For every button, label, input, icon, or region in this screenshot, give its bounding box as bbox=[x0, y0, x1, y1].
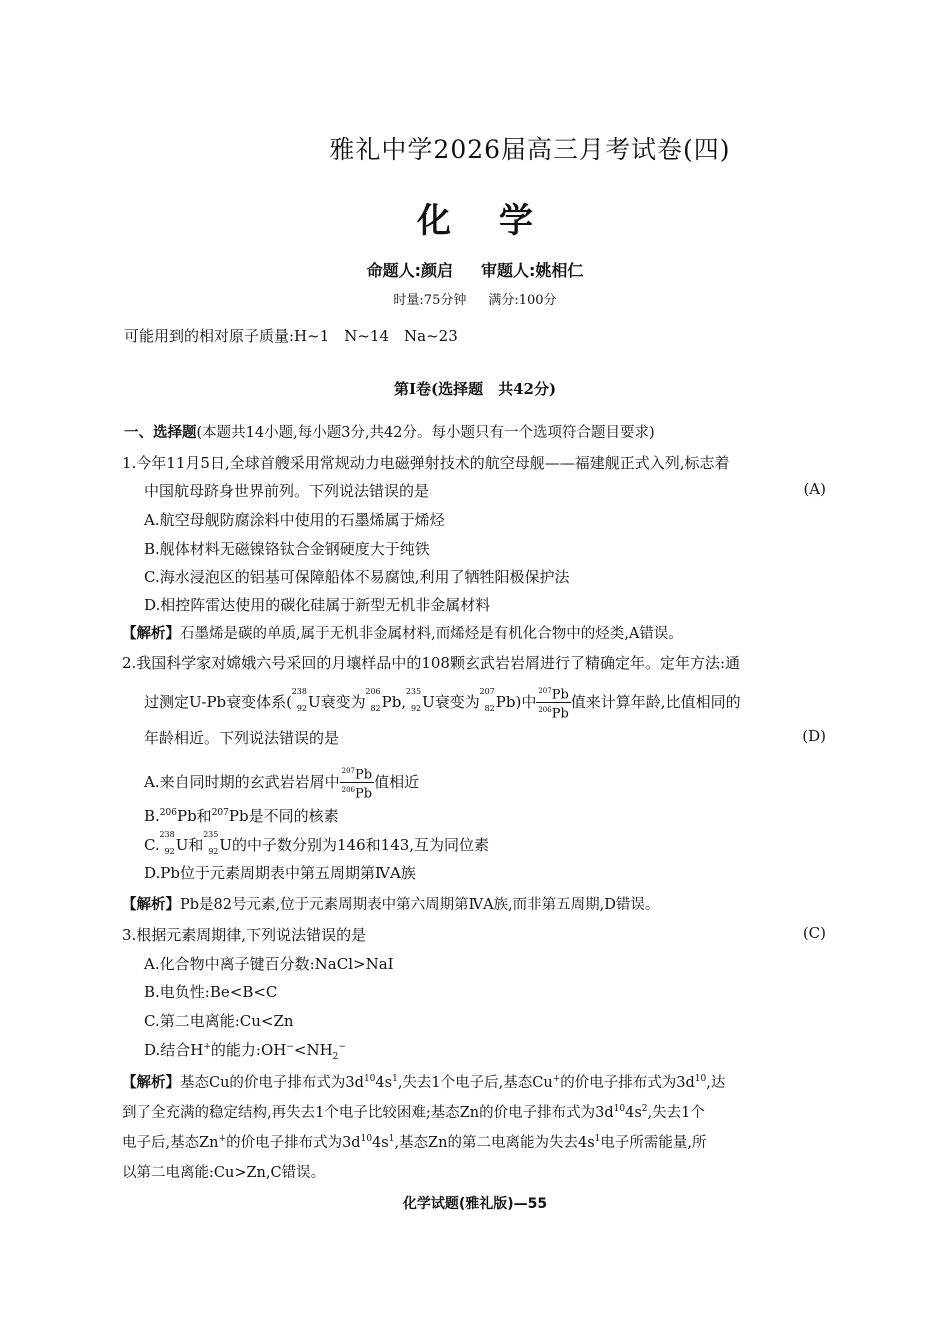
q3-analysis-text: ,基态Zn的第二电离能为失去4s bbox=[394, 1135, 595, 1151]
page-footer: 化学试题(雅礼版)—55 bbox=[402, 1196, 548, 1212]
element-symbol: Pb bbox=[354, 786, 373, 802]
q2-option-a-text: 值相近 bbox=[374, 772, 420, 791]
superscript: 2 bbox=[641, 1104, 648, 1115]
q2-option-c-text: C. bbox=[144, 836, 160, 854]
charge-sup: + bbox=[203, 1042, 211, 1052]
subscript: 2 bbox=[332, 1052, 339, 1062]
q3-analysis-text: 的价电子排布式为3d bbox=[560, 1075, 695, 1091]
q3-analysis-text: 4s bbox=[372, 1135, 389, 1151]
q2-answer: (D) bbox=[802, 727, 826, 745]
q3-analysis-text: ,失去1个 bbox=[647, 1105, 705, 1121]
q3-analysis-line-1 bbox=[122, 1071, 824, 1092]
q3-analysis-text: ,失去1个电子后,基态Cu bbox=[397, 1075, 553, 1091]
q2-stem-line-1: 2.我国科学家对嫦娥六号采回的月壤样品中的108颗玄武岩岩屑进行了精确定年。定年方法:通 bbox=[122, 654, 740, 672]
q2-option-b-text: Pb和 bbox=[176, 807, 212, 825]
q3-analysis-text: ,达 bbox=[706, 1075, 726, 1091]
q3-analysis-text: 电子后,基态Zn bbox=[122, 1135, 219, 1151]
mass-number: 207 bbox=[538, 687, 552, 695]
superscript: 10 bbox=[613, 1104, 626, 1115]
analysis-label: 【解析】 bbox=[122, 1075, 180, 1091]
atomic-mass-note: 可能用到的相对原子质量:H~1 N~14 Na~23 bbox=[124, 327, 458, 345]
q3-analysis-text: 到了全充满的稳定结构,再失去1个电子比较困难;基态Zn的价电子排布式为3d bbox=[122, 1105, 614, 1121]
pb-ratio-fraction bbox=[536, 684, 570, 722]
u238-nuclide bbox=[159, 830, 176, 856]
instructions-lead: 一、选择题 bbox=[124, 424, 197, 441]
q2-text: U衰变为 bbox=[308, 692, 366, 711]
q3-analysis-text: 的价电子排布式为3d bbox=[226, 1135, 361, 1151]
q3-option-d bbox=[144, 1039, 846, 1062]
q3-option-a: A.化合物中离子键百分数:NaCl>NaI bbox=[144, 955, 394, 973]
element-symbol: Pb bbox=[551, 687, 569, 703]
q2-text: Pb)中 bbox=[495, 692, 537, 711]
superscript: + bbox=[218, 1134, 227, 1145]
q1-answer: (A) bbox=[803, 480, 826, 498]
q2-option-b-text: Pb是不同的核素 bbox=[228, 807, 339, 825]
exam-time: 时量:75分钟 bbox=[393, 293, 467, 308]
q3-analysis-line-4: 以第二电离能:Cu>Zn,C错误。 bbox=[122, 1165, 326, 1181]
q2-text: U衰变为 bbox=[422, 692, 480, 711]
q1-option-b: B.舰体材料无磁镍铬钛合金钢硬度大于纯铁 bbox=[144, 540, 430, 558]
instructions-text: (本题共14小题,每小题3分,共42分。每小题只有一个选项符合题目要求) bbox=[196, 425, 655, 441]
atomic-number: 92 bbox=[410, 703, 422, 713]
subject-heading: 化学 bbox=[417, 201, 581, 241]
q3-analysis-line-2 bbox=[122, 1101, 824, 1122]
superscript: 10 bbox=[363, 1074, 376, 1085]
mass-number: 235 bbox=[203, 830, 219, 839]
q2-text: 值来计算年龄,比值相同的 bbox=[570, 692, 741, 711]
section-heading: 第Ⅰ卷(选择题 共42分) bbox=[393, 380, 557, 398]
q1-analysis-text: 石墨烯是碳的单质,属于无机非金属材料,而烯烃是有机化合物中的烃类,A错误。 bbox=[180, 626, 683, 642]
q2-analysis bbox=[122, 893, 824, 914]
mass-number: 238 bbox=[291, 686, 307, 696]
u238-nuclide bbox=[291, 686, 308, 713]
mass-number: 235 bbox=[405, 686, 422, 696]
charge-sup: − bbox=[338, 1042, 346, 1052]
mass-number: 207 bbox=[479, 686, 495, 696]
q2-text: 过测定U-Pb衰变体系( bbox=[144, 692, 292, 711]
q3-option-d-text: <NH bbox=[293, 1041, 333, 1059]
mass-number: 207 bbox=[341, 767, 355, 775]
q3-stem: 3.根据元素周期律,下列说法错误的是 bbox=[122, 926, 367, 944]
q3-analysis-text: 基态Cu的价电子排布式为3d bbox=[180, 1075, 364, 1091]
mass-number: 238 bbox=[159, 830, 175, 839]
superscript: 10 bbox=[694, 1074, 707, 1085]
q2-stem-line-3: 年龄相近。下列说法错误的是 bbox=[144, 729, 340, 747]
atomic-number: 92 bbox=[296, 703, 307, 713]
q3-option-c: C.第二电离能:Cu<Zn bbox=[144, 1012, 294, 1030]
atomic-number: 92 bbox=[208, 847, 219, 856]
analysis-label: 【解析】 bbox=[122, 626, 180, 642]
superscript: + bbox=[552, 1074, 561, 1085]
q2-option-c-text: U的中子数分别为146和143,互为同位素 bbox=[219, 836, 490, 854]
q2-option-c bbox=[144, 830, 846, 856]
q2-analysis-text: Pb是82号元素,位于元素周期表中第六周期第ⅣA族,而非第五周期,D错误。 bbox=[180, 897, 660, 913]
mass-number: 206 bbox=[341, 786, 355, 795]
element-symbol: Pb bbox=[354, 767, 373, 783]
u235-nuclide bbox=[203, 830, 219, 856]
q2-option-b bbox=[144, 805, 846, 826]
q1-stem-line-2: 中国航母跻身世界前列。下列说法错误的是 bbox=[144, 482, 430, 500]
pb-ratio-fraction bbox=[340, 764, 374, 802]
element-symbol: Pb bbox=[551, 706, 569, 722]
q1-option-d: D.相控阵雷达使用的碳化硅属于新型无机非金属材料 bbox=[144, 596, 491, 614]
q3-analysis-text: 4s bbox=[625, 1105, 642, 1121]
q3-analysis-text: 4s bbox=[375, 1075, 393, 1091]
pb206-nuclide bbox=[365, 686, 382, 713]
q2-stem-line-2 bbox=[144, 684, 846, 722]
exam-title: 雅礼中学2026届高三月考试卷(四) bbox=[329, 135, 731, 164]
atomic-number: 82 bbox=[484, 703, 495, 713]
instructions bbox=[124, 421, 826, 442]
q2-option-a-text: A.来自同时期的玄武岩岩屑中 bbox=[144, 772, 340, 791]
superscript: 1 bbox=[392, 1074, 398, 1085]
q1-option-a: A.航空母舰防腐涂料中使用的石墨烯属于烯烃 bbox=[144, 511, 445, 529]
mass-number: 206 bbox=[159, 808, 177, 818]
question-author: 命题人:颜启 bbox=[366, 261, 453, 280]
question-reviewer: 审题人:姚相仁 bbox=[481, 261, 584, 280]
q2-option-d: D.Pb位于元素周期表中第五周期第ⅣA族 bbox=[144, 864, 416, 882]
q3-analysis-line-3 bbox=[122, 1131, 824, 1152]
q3-option-d-text: 的能力:OH bbox=[210, 1041, 287, 1059]
q2-option-c-text: U和 bbox=[175, 836, 204, 854]
atomic-number: 92 bbox=[164, 847, 175, 856]
mass-number: 206 bbox=[365, 686, 381, 696]
charge-sup: − bbox=[286, 1042, 294, 1052]
author-line bbox=[0, 258, 950, 281]
q3-option-b: B.电负性:Be<B<C bbox=[144, 983, 278, 1001]
analysis-label: 【解析】 bbox=[122, 897, 180, 913]
superscript: 1 bbox=[388, 1134, 395, 1145]
exam-score: 满分:100分 bbox=[488, 293, 557, 308]
q1-option-c: C.海水浸泡区的铝基可保障船体不易腐蚀,利用了牺牲阳极保护法 bbox=[144, 568, 570, 586]
q1-stem-line-1: 1.今年11月5日,全球首艘采用常规动力电磁弹射技术的航空母舰——福建舰正式入列,标志着 bbox=[122, 454, 730, 472]
q3-analysis-text: 电子所需能量,所 bbox=[600, 1135, 707, 1151]
q1-analysis bbox=[122, 622, 824, 643]
q3-answer: (C) bbox=[802, 924, 826, 942]
pb207-nuclide bbox=[479, 686, 496, 713]
q2-option-a bbox=[144, 764, 846, 802]
mass-number: 206 bbox=[538, 706, 552, 715]
superscript: 10 bbox=[360, 1134, 373, 1145]
u235-nuclide bbox=[405, 686, 422, 713]
time-score-line bbox=[0, 289, 950, 308]
q2-option-b-text: B. bbox=[144, 807, 160, 825]
q3-option-d-text: D.结合H bbox=[144, 1041, 204, 1059]
superscript: 1 bbox=[594, 1134, 601, 1145]
atomic-number: 82 bbox=[370, 703, 381, 713]
mass-number: 207 bbox=[211, 808, 229, 818]
q2-text: Pb, bbox=[381, 692, 407, 711]
